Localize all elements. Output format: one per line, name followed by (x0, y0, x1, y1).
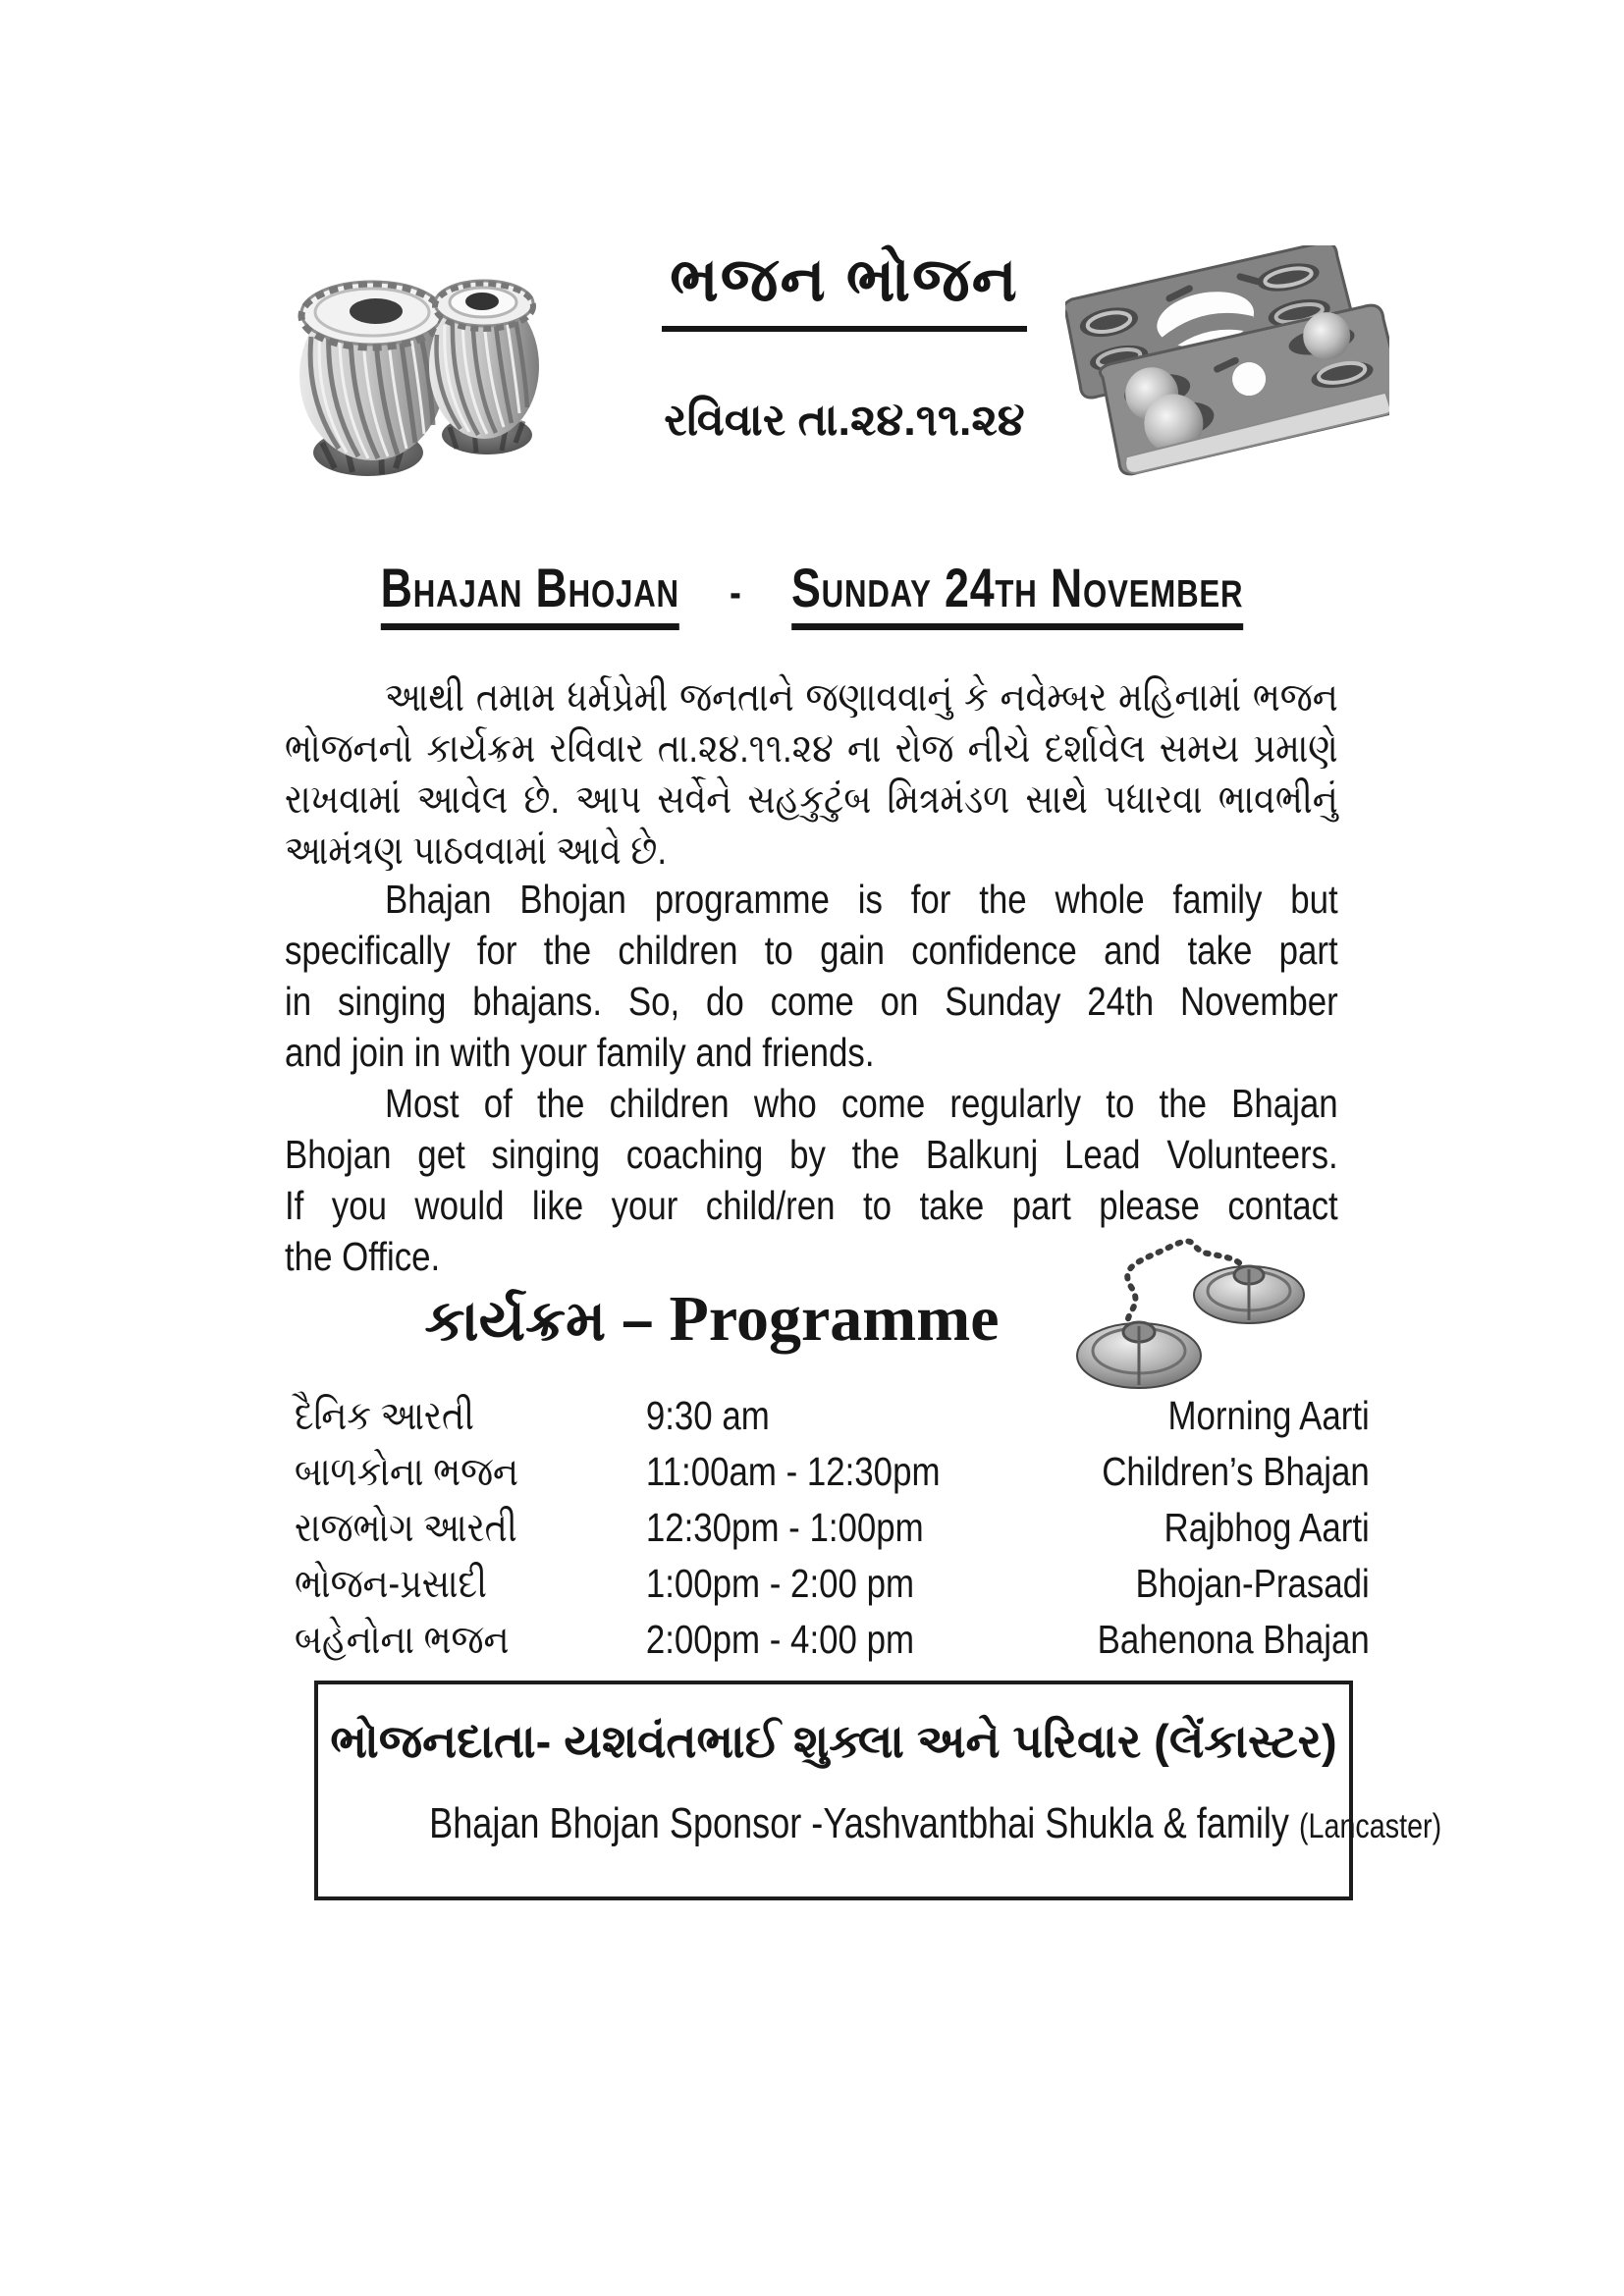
schedule-activity-gujarati: રાજભોગ આરતી (295, 1504, 517, 1550)
heading-bhajan-bhojan: Bhajan Bhojan (381, 556, 679, 630)
schedule-activity-english: Bahenona Bhajan (1097, 1617, 1370, 1662)
paragraph-line: in singing bhajans. So, do come on Sunday 24th November (285, 979, 1338, 1024)
heading-date: Sunday 24th November (791, 556, 1243, 630)
english-paragraph-family (285, 874, 1338, 1078)
schedule-activity-english: Children’s Bhajan (1102, 1449, 1370, 1494)
schedule-activity-gujarati: બહેનોના ભજન (295, 1616, 510, 1662)
sponsor-line-english (429, 1799, 1441, 1848)
programme-heading-english: Programme (669, 1283, 1000, 1355)
page-title (550, 245, 1139, 332)
schedule-activity-gujarati: બાળકોના ભજન (295, 1448, 519, 1494)
khartal-image (1065, 245, 1389, 491)
paragraph-line: the Office. (285, 1234, 441, 1279)
section-heading (247, 556, 1377, 630)
schedule-time: 1:00pm - 2:00 pm (645, 1561, 914, 1606)
schedule-activity-gujarati: દૈનિક આરતી (295, 1392, 475, 1438)
event-date: રવિવાર તા.૨૪.૧૧.૨૪ (664, 395, 1025, 445)
manjira-illustration (1062, 1220, 1318, 1412)
paragraph-line: આથી તમામ ધર્મપ્રેમી જનતાને જણાવવાનું કે નવેમ્બર મહિનામાં ભજન (385, 674, 1338, 720)
paragraph-line: ભોજનનો કાર્યક્રમ રવિવાર તા.૨૪.૧૧.૨૪ ના રોજ નીચે દર્શાવેલ સમય પ્રમાણે (285, 725, 1338, 771)
schedule-activity-english: Rajbhog Aarti (1164, 1505, 1370, 1550)
sponsor-line-english-main: Bhajan Bhojan Sponsor -Yashvantbhai Shukla & family (429, 1799, 1299, 1847)
programme-heading-separator: – (606, 1289, 670, 1353)
gujarati-announcement-paragraph (285, 671, 1338, 876)
tabla-drums-image (288, 260, 563, 496)
paragraph-line: specifically for the children to gain confidence and take part (285, 928, 1338, 973)
programme-heading-gujarati: કાર્યક્રમ (424, 1289, 607, 1353)
sponsor-box (314, 1681, 1442, 1900)
schedule-time: 11:00am - 12:30pm (645, 1449, 941, 1494)
schedule-activity-gujarati: ભોજન-પ્રસાદી (295, 1560, 487, 1606)
paragraph-line: If you would like your child/ren to take part please contact (285, 1183, 1338, 1228)
paragraph-line: Bhajan Bhojan programme is for the whole family but (385, 877, 1338, 922)
tabla-drums-illustration (288, 260, 563, 491)
sponsor-line-gujarati: ભોજનદાતા- યશવંતભાઈ શુક્લા અને પરિવાર (લેંકાસ્ટર) (330, 1715, 1337, 1767)
paragraph-line: and join in with your family and friends. (285, 1030, 875, 1075)
schedule-activity-english: Morning Aarti (1167, 1393, 1370, 1438)
programme-schedule (295, 1388, 1370, 1668)
schedule-time: 9:30 am (645, 1393, 770, 1438)
paragraph-line: Most of the children who come regularly to the Bhajan (385, 1081, 1338, 1126)
paragraph-line: રાખવામાં આવેલ છે. આપ સર્વેને સહકુટુંબ મિત્રમંડળ સાથે પધારવા ભાવભીનું (285, 776, 1338, 822)
schedule-time: 2:00pm - 4:00 pm (645, 1617, 914, 1662)
paragraph-line: Bhojan get singing coaching by the Balkunj Lead Volunteers. (285, 1132, 1338, 1177)
heading-separator: - (730, 568, 741, 616)
schedule-activity-english: Bhojan-Prasadi (1135, 1561, 1370, 1606)
programme-heading (245, 1282, 1178, 1357)
page-title-text: ભજન ભોજન (662, 245, 1027, 332)
paragraph-line: આમંત્રણ પાઠવવામાં આવે છે. (285, 828, 668, 873)
schedule-time: 12:30pm - 1:00pm (645, 1505, 924, 1550)
sponsor-line-english-location: (Lancaster) (1298, 1807, 1442, 1845)
manjira-cymbals-image (1062, 1220, 1318, 1416)
khartal-illustration (1065, 245, 1389, 486)
